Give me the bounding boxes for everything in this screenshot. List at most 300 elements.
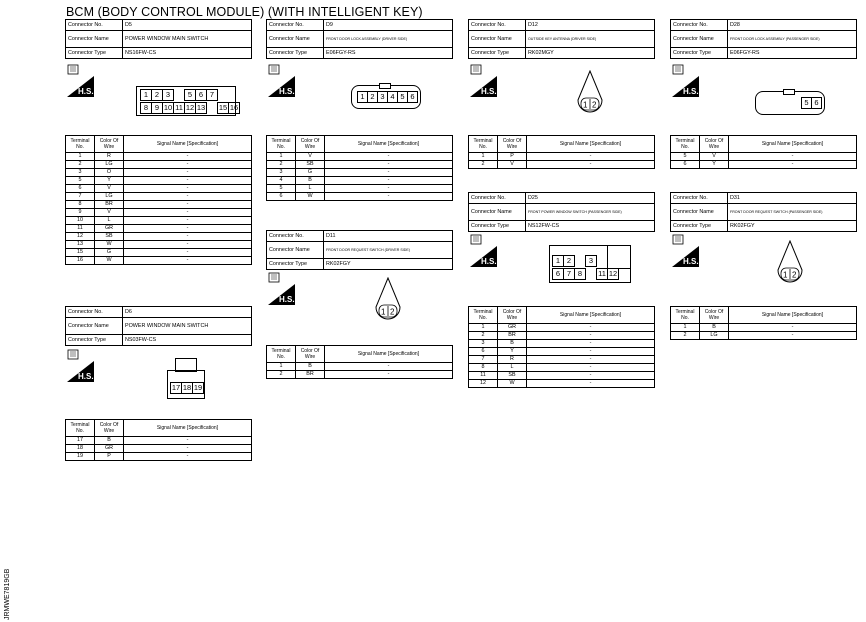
pin-label: 19 bbox=[193, 383, 203, 392]
label-connector-type: Connector Type bbox=[671, 48, 728, 59]
label-connector-name: Connector Name bbox=[671, 204, 728, 221]
wire-color-cell: GR bbox=[95, 445, 124, 453]
header-wire-color: Color Of Wire bbox=[498, 307, 527, 324]
pin-table-d5 bbox=[65, 135, 252, 265]
terminal-cell: 1 bbox=[469, 324, 498, 332]
signal-cell: - bbox=[124, 217, 252, 225]
table-row bbox=[66, 161, 252, 169]
value-connector-type: NS03FW-CS bbox=[123, 335, 252, 346]
signal-cell: - bbox=[729, 332, 857, 340]
header-terminal: Terminal No. bbox=[66, 136, 95, 153]
hs-label: H.S. bbox=[78, 372, 94, 381]
label-connector-name: Connector Name bbox=[469, 31, 526, 48]
signal-cell: - bbox=[325, 177, 453, 185]
signal-cell: - bbox=[124, 257, 252, 265]
value-connector-type: NS12FW-CS bbox=[526, 221, 655, 232]
table-row bbox=[469, 364, 655, 372]
terminal-cell: 1 bbox=[267, 153, 296, 161]
wire-color-cell: B bbox=[296, 177, 325, 185]
value-connector-no: D28 bbox=[728, 20, 857, 31]
terminal-cell: 11 bbox=[66, 225, 95, 233]
terminal-cell: 5 bbox=[267, 185, 296, 193]
terminal-cell: 6 bbox=[469, 348, 498, 356]
pin-table-d11 bbox=[266, 345, 453, 379]
terminal-cell: 6 bbox=[66, 185, 95, 193]
wire-color-cell: L bbox=[296, 185, 325, 193]
label-connector-name: Connector Name bbox=[267, 242, 324, 259]
pin-label: 16 bbox=[229, 103, 239, 112]
signal-cell: - bbox=[527, 153, 655, 161]
table-row bbox=[267, 193, 453, 201]
pin-label: 5 bbox=[184, 89, 196, 101]
terminal-cell: 5 bbox=[66, 177, 95, 185]
table-row bbox=[671, 161, 857, 169]
table-row bbox=[267, 169, 453, 177]
pin-label: 4 bbox=[387, 91, 398, 103]
wire-color-cell: LG bbox=[95, 161, 124, 169]
terminal-cell: 7 bbox=[469, 356, 498, 364]
label-connector-type: Connector Type bbox=[267, 259, 324, 270]
pin-label: 2 bbox=[367, 91, 378, 103]
connector-face-d31 bbox=[772, 240, 808, 286]
table-row bbox=[66, 249, 252, 257]
connector-info-d31 bbox=[670, 192, 857, 232]
hs-label: H.S. bbox=[279, 87, 295, 96]
pin-label: 11 bbox=[173, 102, 185, 114]
table-row bbox=[671, 153, 857, 161]
value-connector-no: D31 bbox=[728, 193, 857, 204]
label-connector-no: Connector No. bbox=[66, 20, 123, 31]
label-connector-type: Connector Type bbox=[66, 335, 123, 346]
header-terminal: Terminal No. bbox=[267, 136, 296, 153]
pin-label: 6 bbox=[195, 89, 207, 101]
header-signal: Signal Name [Specification] bbox=[325, 346, 453, 363]
side-code: JRMWE7819GB bbox=[4, 568, 11, 620]
terminal-cell: 12 bbox=[469, 380, 498, 388]
terminal-cell: 6 bbox=[267, 193, 296, 201]
wire-color-cell: G bbox=[296, 169, 325, 177]
page-title: BCM (BODY CONTROL MODULE) (WITH INTELLIGENT KEY) bbox=[66, 5, 423, 19]
pin-label: 2 bbox=[563, 255, 575, 267]
connector-face-d9 bbox=[351, 85, 421, 109]
pin-label: 6 bbox=[407, 91, 418, 103]
pin-label: 9 bbox=[151, 102, 163, 114]
label-connector-type: Connector Type bbox=[66, 48, 123, 59]
header-terminal: Terminal No. bbox=[469, 136, 498, 153]
hs-label: H.S. bbox=[683, 257, 699, 266]
table-row bbox=[66, 153, 252, 161]
header-wire-color: Color Of Wire bbox=[498, 136, 527, 153]
value-connector-no: D9 bbox=[324, 20, 453, 31]
terminal-cell: 5 bbox=[671, 153, 700, 161]
table-row bbox=[267, 185, 453, 193]
pin-label: 1 bbox=[140, 89, 152, 101]
header-signal: Signal Name [Specification] bbox=[527, 307, 655, 324]
pin-label: 11 bbox=[596, 268, 608, 280]
terminal-cell: 1 bbox=[66, 153, 95, 161]
connector-info-d9 bbox=[266, 19, 453, 59]
wire-color-cell: B bbox=[95, 437, 124, 445]
signal-cell: - bbox=[527, 348, 655, 356]
header-signal: Signal Name [Specification] bbox=[527, 136, 655, 153]
signal-cell: - bbox=[325, 371, 453, 379]
signal-cell: - bbox=[124, 177, 252, 185]
signal-cell: - bbox=[124, 161, 252, 169]
table-row bbox=[66, 437, 252, 445]
wire-color-cell: P bbox=[95, 453, 124, 461]
signal-cell: - bbox=[325, 193, 453, 201]
connector-face-d6 bbox=[167, 358, 205, 398]
header-wire-color: Color Of Wire bbox=[95, 136, 124, 153]
header-terminal: Terminal No. bbox=[671, 307, 700, 324]
table-row bbox=[267, 371, 453, 379]
wire-color-cell: SB bbox=[95, 233, 124, 241]
value-connector-no: D12 bbox=[526, 20, 655, 31]
table-row bbox=[66, 445, 252, 453]
pin-table-d9 bbox=[266, 135, 453, 201]
table-row bbox=[66, 257, 252, 265]
table-row bbox=[66, 225, 252, 233]
signal-cell: - bbox=[124, 193, 252, 201]
wire-color-cell: P bbox=[498, 153, 527, 161]
pin-label: 3 bbox=[585, 255, 597, 267]
signal-cell: - bbox=[124, 169, 252, 177]
label-connector-no: Connector No. bbox=[267, 20, 324, 31]
terminal-cell: 2 bbox=[671, 332, 700, 340]
hs-icon bbox=[66, 64, 96, 98]
label-connector-type: Connector Type bbox=[267, 48, 324, 59]
label-connector-type: Connector Type bbox=[671, 221, 728, 232]
label-connector-name: Connector Name bbox=[671, 31, 728, 48]
wire-color-cell: GR bbox=[95, 225, 124, 233]
hs-icon bbox=[66, 349, 96, 383]
table-row bbox=[267, 363, 453, 371]
signal-cell: - bbox=[527, 380, 655, 388]
value-connector-type: RK02MGY bbox=[526, 48, 655, 59]
wire-color-cell: Y bbox=[95, 177, 124, 185]
pin-label: 1 bbox=[357, 91, 368, 103]
value-connector-name: FRONT POWER WINDOW SWITCH (PASSENGER SIDE) bbox=[526, 204, 655, 221]
table-row bbox=[66, 217, 252, 225]
pin-label: 12 bbox=[185, 103, 195, 112]
table-row bbox=[66, 193, 252, 201]
pin-label: 15 bbox=[218, 103, 228, 112]
wire-color-cell: L bbox=[498, 364, 527, 372]
wire-color-cell: SB bbox=[498, 372, 527, 380]
wire-color-cell: V bbox=[700, 153, 729, 161]
table-row bbox=[66, 185, 252, 193]
pin-label: 1 bbox=[783, 270, 788, 280]
pin-label: 18 bbox=[182, 383, 192, 392]
hs-label: H.S. bbox=[279, 295, 295, 304]
signal-cell: - bbox=[325, 153, 453, 161]
connector-face-d5 bbox=[136, 86, 239, 116]
hs-icon bbox=[671, 64, 701, 98]
header-signal: Signal Name [Specification] bbox=[729, 307, 857, 324]
connector-face-d12 bbox=[572, 70, 608, 116]
label-connector-name: Connector Name bbox=[66, 31, 123, 48]
wire-color-cell: L bbox=[95, 217, 124, 225]
signal-cell: - bbox=[527, 161, 655, 169]
wire-color-cell: BR bbox=[296, 371, 325, 379]
table-row bbox=[469, 332, 655, 340]
pin-label: 5 bbox=[397, 91, 408, 103]
terminal-cell: 1 bbox=[267, 363, 296, 371]
pin-label: 6 bbox=[811, 97, 822, 109]
signal-cell: - bbox=[124, 437, 252, 445]
wire-color-cell: W bbox=[95, 241, 124, 249]
terminal-cell: 18 bbox=[66, 445, 95, 453]
table-row bbox=[469, 340, 655, 348]
pin-label: 3 bbox=[162, 89, 174, 101]
pin-label: 7 bbox=[206, 89, 218, 101]
wire-color-cell: V bbox=[95, 185, 124, 193]
hs-icon bbox=[671, 234, 701, 268]
signal-cell: - bbox=[124, 153, 252, 161]
signal-cell: - bbox=[527, 324, 655, 332]
wire-color-cell: V bbox=[498, 161, 527, 169]
header-wire-color: Color Of Wire bbox=[296, 136, 325, 153]
terminal-cell: 2 bbox=[66, 161, 95, 169]
wire-color-cell: LG bbox=[95, 193, 124, 201]
header-wire-color: Color Of Wire bbox=[700, 307, 729, 324]
table-row bbox=[469, 380, 655, 388]
terminal-cell: 13 bbox=[66, 241, 95, 249]
terminal-cell: 3 bbox=[469, 340, 498, 348]
pin-label: 2 bbox=[390, 307, 395, 317]
header-wire-color: Color Of Wire bbox=[700, 136, 729, 153]
terminal-cell: 2 bbox=[267, 371, 296, 379]
terminal-cell: 15 bbox=[66, 249, 95, 257]
terminal-cell: 6 bbox=[671, 161, 700, 169]
terminal-cell: 9 bbox=[66, 209, 95, 217]
pin-label: 5 bbox=[801, 97, 812, 109]
label-connector-name: Connector Name bbox=[469, 204, 526, 221]
wire-color-cell: BR bbox=[498, 332, 527, 340]
wire-color-cell: W bbox=[95, 257, 124, 265]
label-connector-type: Connector Type bbox=[469, 48, 526, 59]
terminal-cell: 4 bbox=[267, 177, 296, 185]
signal-cell: - bbox=[729, 324, 857, 332]
hs-label: H.S. bbox=[481, 87, 497, 96]
signal-cell: - bbox=[124, 209, 252, 217]
value-connector-no: D6 bbox=[123, 307, 252, 318]
terminal-cell: 2 bbox=[469, 332, 498, 340]
terminal-cell: 11 bbox=[469, 372, 498, 380]
signal-cell: - bbox=[527, 372, 655, 380]
signal-cell: - bbox=[124, 185, 252, 193]
header-terminal: Terminal No. bbox=[469, 307, 498, 324]
hs-icon bbox=[469, 234, 499, 268]
value-connector-no: D11 bbox=[324, 231, 453, 242]
header-signal: Signal Name [Specification] bbox=[124, 420, 252, 437]
signal-cell: - bbox=[325, 363, 453, 371]
value-connector-name: POWER WINDOW MAIN SWITCH bbox=[123, 318, 252, 335]
value-connector-name: FRONT DOOR LOCK ASSEMBLY (DRIVER SIDE) bbox=[324, 31, 453, 48]
connector-info-d12 bbox=[468, 19, 655, 59]
pin-label: 1 bbox=[381, 307, 386, 317]
signal-cell: - bbox=[527, 364, 655, 372]
wire-color-cell: R bbox=[498, 356, 527, 364]
signal-cell: - bbox=[325, 161, 453, 169]
pin-label: 2 bbox=[592, 100, 597, 110]
wire-color-cell: R bbox=[95, 153, 124, 161]
terminal-cell: 3 bbox=[66, 169, 95, 177]
value-connector-type: RK02FGY bbox=[728, 221, 857, 232]
table-row bbox=[469, 348, 655, 356]
terminal-cell: 1 bbox=[469, 153, 498, 161]
signal-cell: - bbox=[124, 445, 252, 453]
table-row bbox=[469, 161, 655, 169]
hs-label: H.S. bbox=[481, 257, 497, 266]
signal-cell: - bbox=[124, 249, 252, 257]
header-terminal: Terminal No. bbox=[267, 346, 296, 363]
signal-cell: - bbox=[527, 332, 655, 340]
signal-cell: - bbox=[325, 185, 453, 193]
wire-color-cell: BR bbox=[95, 201, 124, 209]
value-connector-name: FRONT DOOR REQUEST SWITCH (PASSENGER SIDE) bbox=[728, 204, 857, 221]
label-connector-no: Connector No. bbox=[671, 193, 728, 204]
terminal-cell: 7 bbox=[66, 193, 95, 201]
hs-label: H.S. bbox=[78, 87, 94, 96]
table-row bbox=[66, 201, 252, 209]
terminal-cell: 16 bbox=[66, 257, 95, 265]
table-row bbox=[66, 209, 252, 217]
pin-table-d31 bbox=[670, 306, 857, 340]
header-signal: Signal Name [Specification] bbox=[325, 136, 453, 153]
pin-label bbox=[596, 255, 608, 267]
pin-label: 13 bbox=[196, 103, 206, 112]
terminal-cell: 10 bbox=[66, 217, 95, 225]
signal-cell: - bbox=[527, 356, 655, 364]
hs-icon bbox=[469, 64, 499, 98]
connector-info-d25 bbox=[468, 192, 655, 232]
wire-color-cell: O bbox=[95, 169, 124, 177]
table-row bbox=[267, 161, 453, 169]
signal-cell: - bbox=[729, 153, 857, 161]
header-wire-color: Color Of Wire bbox=[296, 346, 325, 363]
terminal-cell: 19 bbox=[66, 453, 95, 461]
wire-color-cell: SB bbox=[296, 161, 325, 169]
wire-color-cell: LG bbox=[700, 332, 729, 340]
table-row bbox=[66, 241, 252, 249]
pin-label: 1 bbox=[552, 255, 564, 267]
pin-table-d28 bbox=[670, 135, 857, 169]
pin-label: 12 bbox=[608, 269, 618, 278]
connector-info-d6 bbox=[65, 306, 252, 346]
label-connector-no: Connector No. bbox=[469, 193, 526, 204]
wire-color-cell: Y bbox=[700, 161, 729, 169]
signal-cell: - bbox=[124, 225, 252, 233]
value-connector-type: NS16FW-CS bbox=[123, 48, 252, 59]
wire-color-cell: W bbox=[296, 193, 325, 201]
label-connector-no: Connector No. bbox=[671, 20, 728, 31]
connector-face-d11 bbox=[370, 277, 406, 323]
table-row bbox=[469, 153, 655, 161]
wire-color-cell: W bbox=[498, 380, 527, 388]
pin-label: 8 bbox=[574, 268, 586, 280]
pin-label: 17 bbox=[171, 383, 181, 392]
connector-face-d28 bbox=[755, 91, 825, 115]
table-row bbox=[267, 153, 453, 161]
signal-cell: - bbox=[729, 161, 857, 169]
value-connector-no: D5 bbox=[123, 20, 252, 31]
value-connector-name: FRONT DOOR LOCK ASSEMBLY (PASSENGER SIDE) bbox=[728, 31, 857, 48]
pin-label: 8 bbox=[140, 102, 152, 114]
value-connector-name: POWER WINDOW MAIN SWITCH bbox=[123, 31, 252, 48]
label-connector-name: Connector Name bbox=[66, 318, 123, 335]
terminal-cell: 12 bbox=[66, 233, 95, 241]
wire-color-cell: GR bbox=[498, 324, 527, 332]
connector-face-d25 bbox=[549, 245, 631, 283]
terminal-cell: 8 bbox=[66, 201, 95, 209]
header-wire-color: Color Of Wire bbox=[95, 420, 124, 437]
pin-label: 1 bbox=[583, 100, 588, 110]
value-connector-type: E06FGY-RS bbox=[728, 48, 857, 59]
terminal-cell: 2 bbox=[469, 161, 498, 169]
header-terminal: Terminal No. bbox=[671, 136, 700, 153]
hs-label: H.S. bbox=[683, 87, 699, 96]
wire-color-cell: G bbox=[95, 249, 124, 257]
value-connector-type: RK02FGY bbox=[324, 259, 453, 270]
table-row bbox=[66, 169, 252, 177]
signal-cell: - bbox=[527, 340, 655, 348]
signal-cell: - bbox=[124, 453, 252, 461]
header-terminal: Terminal No. bbox=[66, 420, 95, 437]
label-connector-name: Connector Name bbox=[267, 31, 324, 48]
connector-info-d5 bbox=[65, 19, 252, 59]
terminal-cell: 1 bbox=[671, 324, 700, 332]
wire-color-cell: V bbox=[95, 209, 124, 217]
table-row bbox=[267, 177, 453, 185]
connector-info-d28 bbox=[670, 19, 857, 59]
connector-info-d11 bbox=[266, 230, 453, 270]
label-connector-no: Connector No. bbox=[469, 20, 526, 31]
pin-label: 2 bbox=[792, 270, 797, 280]
pin-label: 10 bbox=[163, 103, 173, 112]
terminal-cell: 2 bbox=[267, 161, 296, 169]
wire-color-cell: B bbox=[498, 340, 527, 348]
table-row bbox=[671, 332, 857, 340]
value-connector-no: D25 bbox=[526, 193, 655, 204]
table-row bbox=[671, 324, 857, 332]
signal-cell: - bbox=[124, 241, 252, 249]
table-row bbox=[469, 372, 655, 380]
label-connector-no: Connector No. bbox=[267, 231, 324, 242]
pin-label: 7 bbox=[563, 268, 575, 280]
pin-table-d12 bbox=[468, 135, 655, 169]
value-connector-name: OUTSIDE KEY ANTENNA (DRIVER SIDE) bbox=[526, 31, 655, 48]
signal-cell: - bbox=[325, 169, 453, 177]
pin-label: 2 bbox=[151, 89, 163, 101]
value-connector-type: E06FGY-RS bbox=[324, 48, 453, 59]
header-signal: Signal Name [Specification] bbox=[729, 136, 857, 153]
pin-table-d25 bbox=[468, 306, 655, 388]
wire-color-cell: B bbox=[700, 324, 729, 332]
table-row bbox=[66, 453, 252, 461]
signal-cell: - bbox=[124, 201, 252, 209]
wire-color-cell: B bbox=[296, 363, 325, 371]
table-row bbox=[66, 177, 252, 185]
wire-color-cell: Y bbox=[498, 348, 527, 356]
table-row bbox=[469, 356, 655, 364]
table-row bbox=[66, 233, 252, 241]
wire-color-cell: V bbox=[296, 153, 325, 161]
table-row bbox=[469, 324, 655, 332]
label-connector-no: Connector No. bbox=[66, 307, 123, 318]
pin-label: 3 bbox=[377, 91, 388, 103]
value-connector-name: FRONT DOOR REQUEST SWITCH (DRIVER SIDE) bbox=[324, 242, 453, 259]
